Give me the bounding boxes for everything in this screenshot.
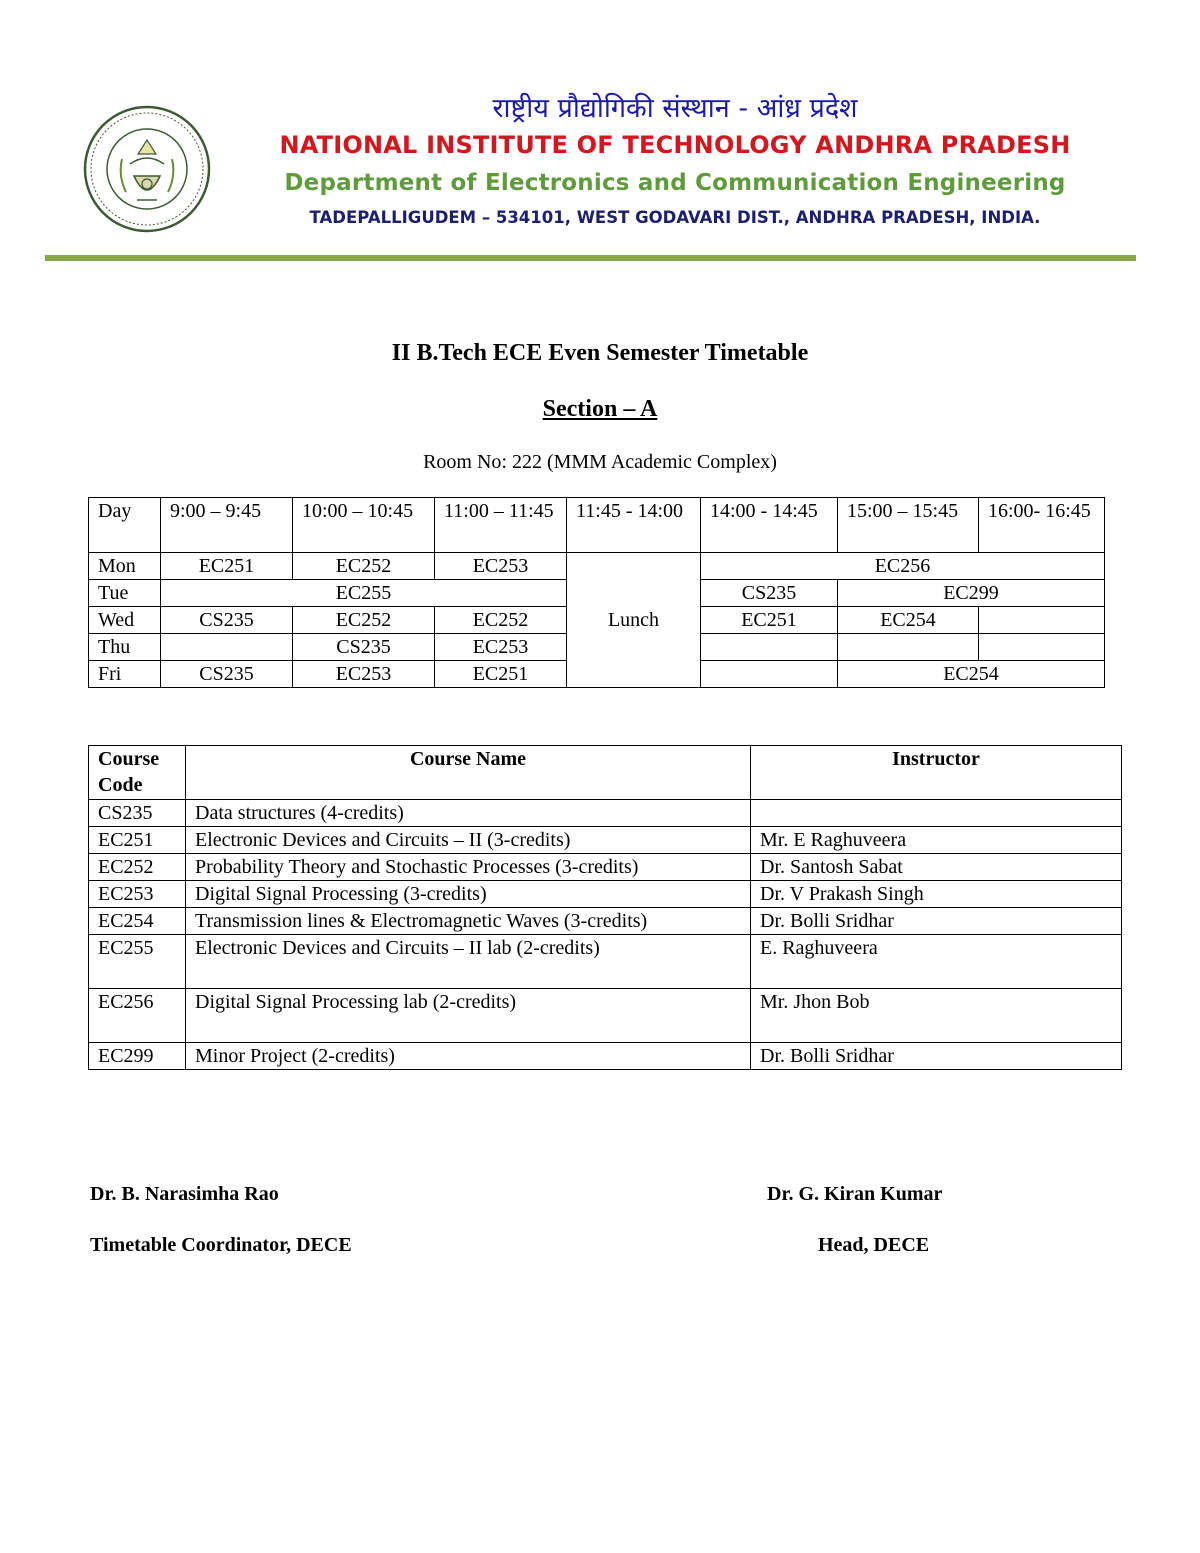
department-name: Department of Electronics and Communication Engineering xyxy=(284,170,1066,196)
slot-cell: EC254 xyxy=(838,661,1105,688)
course-name: Transmission lines & Electromagnetic Waves (3-credits) xyxy=(186,908,751,935)
course-name: Minor Project (2-credits) xyxy=(186,1043,751,1070)
header-cell: 11:45 - 14:00 xyxy=(567,498,701,553)
slot-cell: EC299 xyxy=(838,580,1105,607)
page-title: II B.Tech ECE Even Semester Timetable xyxy=(391,340,809,366)
course-name: Electronic Devices and Circuits – II lab (2-credits) xyxy=(186,935,751,989)
course-code: EC251 xyxy=(89,827,186,854)
slot-cell: CS235 xyxy=(161,607,293,634)
head-title: Head, DECE xyxy=(818,1234,930,1256)
institute-seal-icon xyxy=(82,104,212,234)
slot-cell: EC256 xyxy=(701,553,1105,580)
timetable xyxy=(88,497,1105,688)
coordinator-name: Dr. B. Narasimha Rao xyxy=(90,1183,279,1205)
course-row xyxy=(89,935,1122,989)
course-code: EC253 xyxy=(89,881,186,908)
course-instructor xyxy=(751,800,1122,827)
day-cell: Thu xyxy=(89,634,161,661)
slot-cell: CS235 xyxy=(293,634,435,661)
slot-cell xyxy=(701,634,838,661)
course-row xyxy=(89,854,1122,881)
day-cell: Wed xyxy=(89,607,161,634)
course-instructor: Mr. Jhon Bob xyxy=(751,989,1122,1043)
day-cell: Mon xyxy=(89,553,161,580)
course-code: EC256 xyxy=(89,989,186,1043)
course-instructor: Dr. Bolli Sridhar xyxy=(751,1043,1122,1070)
header-cell: 11:00 – 11:45 xyxy=(435,498,567,553)
slot-cell: EC251 xyxy=(161,553,293,580)
course-name: Probability Theory and Stochastic Processes (3-credits) xyxy=(186,854,751,881)
institute-name: NATIONAL INSTITUTE OF TECHNOLOGY ANDHRA PRADESH xyxy=(279,131,1071,159)
slot-cell: EC253 xyxy=(435,634,567,661)
coordinator-title: Timetable Coordinator, DECE xyxy=(90,1234,352,1256)
course-row xyxy=(89,881,1122,908)
header-divider xyxy=(45,255,1136,261)
slot-cell: CS235 xyxy=(701,580,838,607)
course-instructor: Dr. V Prakash Singh xyxy=(751,881,1122,908)
slot-cell xyxy=(979,607,1105,634)
header-cell: 10:00 – 10:45 xyxy=(293,498,435,553)
course-instructor: Dr. Bolli Sridhar xyxy=(751,908,1122,935)
course-instructor: Mr. E Raghuveera xyxy=(751,827,1122,854)
course-code: CS235 xyxy=(89,800,186,827)
course-name: Digital Signal Processing lab (2-credits) xyxy=(186,989,751,1043)
course-row xyxy=(89,1043,1122,1070)
header-cell: Course Code xyxy=(89,746,186,800)
day-cell: Tue xyxy=(89,580,161,607)
slot-cell: EC252 xyxy=(435,607,567,634)
header-cell: Instructor xyxy=(751,746,1122,800)
slot-cell: EC254 xyxy=(838,607,979,634)
course-code: EC252 xyxy=(89,854,186,881)
slot-cell: EC255 xyxy=(161,580,567,607)
header-cell: Course Name xyxy=(186,746,751,800)
head-name: Dr. G. Kiran Kumar xyxy=(767,1183,943,1205)
course-name: Electronic Devices and Circuits – II (3-credits) xyxy=(186,827,751,854)
course-code: EC254 xyxy=(89,908,186,935)
room-info: Room No: 222 (MMM Academic Complex) xyxy=(423,451,777,473)
institute-address: TADEPALLIGUDEM – 534101, WEST GODAVARI DIST., ANDHRA PRADESH, INDIA. xyxy=(309,208,1041,227)
course-name: Data structures (4-credits) xyxy=(186,800,751,827)
course-table xyxy=(88,745,1122,1070)
slot-cell: EC251 xyxy=(435,661,567,688)
header-cell: 16:00- 16:45 xyxy=(979,498,1105,553)
header-cell: 9:00 – 9:45 xyxy=(161,498,293,553)
course-instructor: Dr. Santosh Sabat xyxy=(751,854,1122,881)
course-instructor: E. Raghuveera xyxy=(751,935,1122,989)
slot-cell xyxy=(838,634,979,661)
day-cell: Fri xyxy=(89,661,161,688)
course-code: EC255 xyxy=(89,935,186,989)
course-code: EC299 xyxy=(89,1043,186,1070)
course-row xyxy=(89,827,1122,854)
slot-cell: CS235 xyxy=(161,661,293,688)
course-row xyxy=(89,800,1122,827)
course-row xyxy=(89,989,1122,1043)
timetable-row xyxy=(89,553,1105,580)
course-name: Digital Signal Processing (3-credits) xyxy=(186,881,751,908)
slot-cell xyxy=(701,661,838,688)
slot-cell: EC253 xyxy=(435,553,567,580)
slot-cell xyxy=(161,634,293,661)
timetable-header-row xyxy=(89,498,1105,553)
slot-cell: EC252 xyxy=(293,553,435,580)
slot-cell: EC253 xyxy=(293,661,435,688)
header-cell: 14:00 - 14:45 xyxy=(701,498,838,553)
institute-hindi-name: राष्ट्रीय प्रौद्योगिकी संस्थान - आंध्र प्रदेश xyxy=(492,93,858,124)
lunch-cell: Lunch xyxy=(567,553,701,688)
slot-cell: EC252 xyxy=(293,607,435,634)
header-cell: Day xyxy=(89,498,161,553)
course-header-row xyxy=(89,746,1122,800)
header-cell: 15:00 – 15:45 xyxy=(838,498,979,553)
slot-cell xyxy=(979,634,1105,661)
slot-cell: EC251 xyxy=(701,607,838,634)
section-heading: Section – A xyxy=(542,396,658,422)
course-row xyxy=(89,908,1122,935)
